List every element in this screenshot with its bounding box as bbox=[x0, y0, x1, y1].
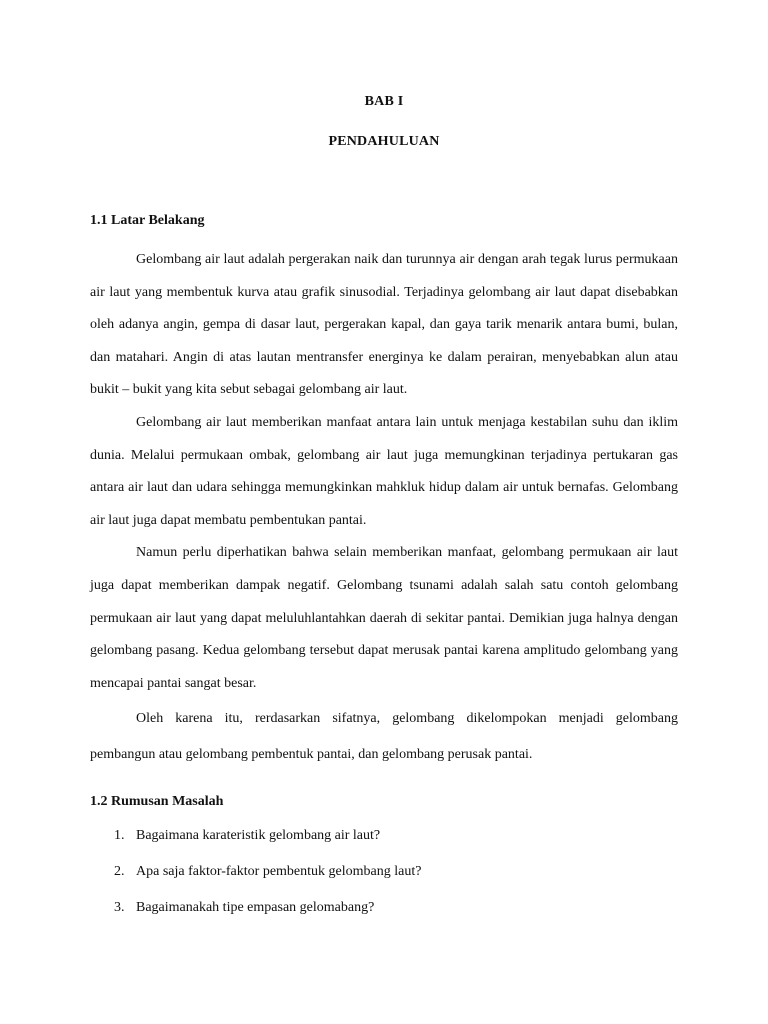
list-item-number: 3. bbox=[114, 900, 125, 915]
list-item-text: Bagaimana karateristik gelombang air laut? bbox=[136, 828, 381, 843]
paragraph-1: Gelombang air laut adalah pergerakan naik dan turunnya air dengan arah tegak lurus permukaan air laut yang membentuk kurva atau grafik sinusodial. Terjadinya gelombang air laut dapat disebabkan oleh adanya angin, gempa di dasar laut, pergerakan kapal, dan gaya tarik menarik antara bumi, bulan, dan matahari. Angin di atas lautan mentransfer energinya ke dalam perairan, menyebabkan alun atau bukit – bukit yang kita sebut sebagai gelombang air laut. bbox=[90, 252, 678, 398]
paragraph-3: Namun perlu diperhatikan bahwa selain memberikan manfaat, gelombang permukaan air laut juga dapat memberikan dampak negatif. Gelombang tsunami adalah salah satu contoh gelombang permukaan air laut yang dapat meluluhlantahkan daerah di sekitar pantai. Demikian juga halnya dengan gelombang pasang. Kedua gelombang tersebut dapat merusak pantai karena amplitudo gelombang yang mencapai pantai sangat besar. bbox=[90, 545, 678, 691]
list-item bbox=[90, 862, 678, 898]
chapter-title: PENDAHULUAN bbox=[328, 134, 440, 149]
list-item-number: 1. bbox=[114, 828, 125, 843]
question-list bbox=[90, 826, 678, 934]
section-heading-rumusan-masalah: 1.2 Rumusan Masalah bbox=[90, 794, 224, 809]
section-heading-latar-belakang: 1.1 Latar Belakang bbox=[90, 213, 205, 228]
list-item bbox=[90, 898, 678, 934]
list-item-text: Apa saja faktor-faktor pembentuk gelombang laut? bbox=[136, 864, 422, 879]
paragraph-2: Gelombang air laut memberikan manfaat antara lain untuk menjaga kestabilan suhu dan iklim dunia. Melalui permukaan ombak, gelombang air laut juga memungkinan terjadinya pertukaran gas antara air laut dan udara sehingga memungkinkan mahkluk hidup dalam air untuk bernafas. Gelombang air laut juga dapat membatu pembentukan pantai. bbox=[90, 414, 678, 528]
paragraph-4: Oleh karena itu, rerdasarkan sifatnya, gelombang dikelompokan menjadi gelombang pembangun atau gelombang pembentuk pantai, dan gelombang perusak pantai. bbox=[90, 711, 678, 762]
list-item bbox=[90, 826, 678, 862]
latar-belakang-body bbox=[90, 244, 678, 700]
list-item-text: Bagaimanakah tipe empasan gelomabang? bbox=[136, 900, 375, 915]
list-item-number: 2. bbox=[114, 864, 125, 879]
chapter-number: BAB I bbox=[364, 94, 404, 109]
